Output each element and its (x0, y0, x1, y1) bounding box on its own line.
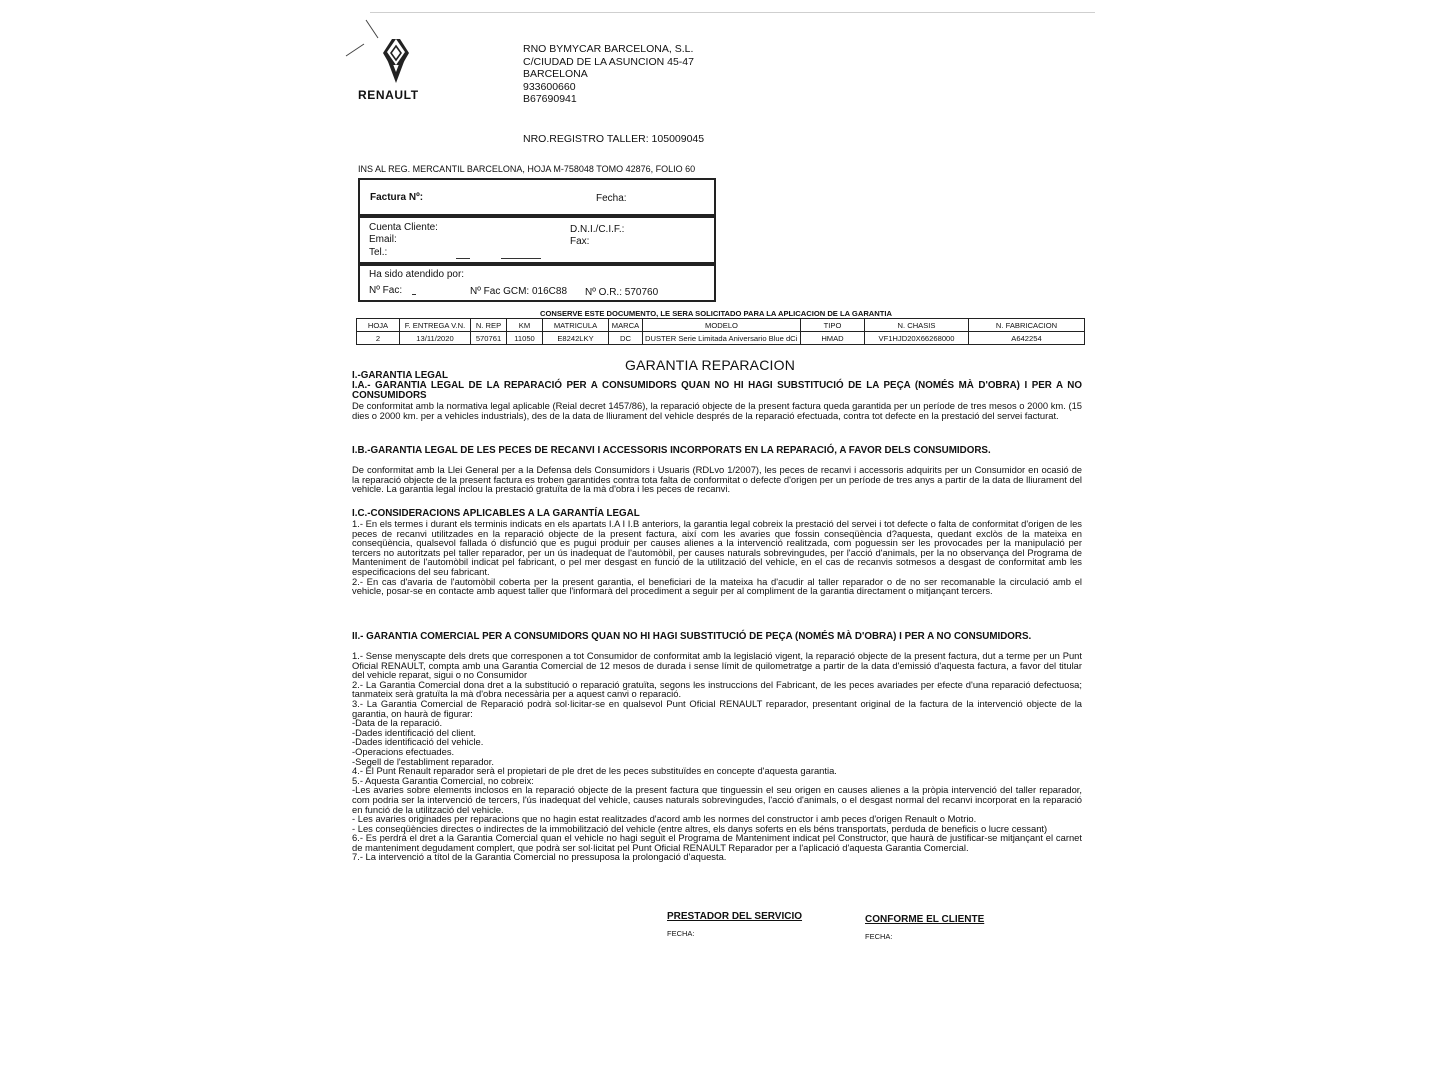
list-item: -Data de la reparació. (352, 717, 443, 729)
section-heading: I.B.-GARANTIA LEGAL DE LES PECES DE RECANVI I ACCESSORIS INCORPORATS EN LA REPARACIÓ, A FAVOR DELS CONSUMIDORS. (352, 445, 991, 456)
column-header: MARCA (609, 319, 643, 332)
paragraph: 6.- Es perdrà el dret a la Garantia Comercial quan el vehicle no hagi seguit el Programa de Manteniment indicat pel Constructor, que haurà de justificar-se mitjançant el carnet de manteniment degudament complert, que podrà ser sol·licitat pel Punt Oficial RENAULT Reparador per a l'aplicació d'aquesta Garantia Comercial. (352, 832, 1082, 853)
registro-taller: NRO.REGISTRO TALLER: 105009045 (523, 133, 705, 145)
column-header: TIPO (801, 319, 865, 332)
company-address (523, 43, 694, 106)
email-label: Email: (369, 234, 397, 245)
dni-cif-label: D.N.I./C.I.F.: (570, 224, 625, 235)
customer-box (358, 216, 716, 264)
list-item: -Segell de l'establiment reparador. (352, 755, 494, 767)
section-heading: I.A.- GARANTIA LEGAL DE LA REPARACIÓ PER A CONSUMIDORS QUAN NO HI HAGI SUBSTITUCIÓ DE LA PEÇA (NOMÉS MÀ D'OBRA) I PER A NO CONSUMIDORS (352, 380, 1082, 401)
table-cell: 11050 (507, 332, 543, 345)
list-item: - Les avaries originades per reparacions que no hagin estat realitzades d'acord amb les normes del constructor i amb peces d'origen Renault o Motrio. (352, 813, 977, 825)
column-header: MATRICULA (543, 319, 609, 332)
prestador-fecha-label: FECHA: (667, 929, 695, 938)
conserve-notice: CONSERVE ESTE DOCUMENTO, LE SERA SOLICITADO PARA LA APLICACION DE LA GARANTIA (540, 309, 892, 318)
nfac-label: Nº Fac: (369, 285, 403, 296)
table-row (357, 332, 1085, 345)
section-garantia-comercial (352, 632, 1082, 862)
blank-mark (412, 294, 416, 295)
company-line: C/CIUDAD DE LA ASUNCION 45-47 (523, 55, 694, 68)
registro-mercantil: INS AL REG. MERCANTIL BARCELONA, HOJA M-758048 TOMO 42876, FOLIO 60 (358, 164, 696, 174)
paragraph: 1.- En els termes i durant els terminis indicats en els apartats I.A I I.B anteriors, la garantia legal cobreix la prestació del servei i tot defecte o falta de conformitat d'origen de les peces de recanvi utilitzades en la reparació objecte de la present factura, així com les avaries que fossin conseqüència d?aquesta, quedant exclòs de la mateixa en conseqüència, qualsevol fallada ó disfunció que es pugui produir per causes alienes a la intervenció realitzada, com poguessin ser les provocades per la manipulació per tercers no autoritzats pel taller reparador, per un ús inadequat de l'automòbil, per causes naturals sobrevingudes, per l'acció d'animals, per la no observança del Programa de Manteniment de l'automòbil indicat pel fabricant, o pel mer desgast en funció de la utilització del vehicle, en el cas de recanvis sotmesos a desgast de conformitat amb les especificacions del seu fabricant. (352, 518, 1082, 577)
column-header: MODELO (643, 319, 801, 332)
column-header: F. ENTREGA V.N. (400, 319, 471, 332)
column-header: HOJA (357, 319, 400, 332)
column-header: KM (507, 319, 543, 332)
factura-label: Factura Nº: (370, 192, 424, 203)
renault-logo-icon (376, 38, 416, 84)
vehicle-table (356, 318, 1085, 345)
blank-mark (456, 258, 470, 259)
table-header-row (357, 319, 1085, 332)
list-item: -Les avaries sobre elements inclosos en la reparació objecte de la present factura que tinguessin el seu origen en causes alienes a la pròpia intervenció del taller reparador, com podria ser la intervenció de tercers, l'ús inadequat del vehicle, causes naturals sobrevingudes, l'acció d'animals, o el desgast normal del recanvi incorporat en la reparació en funció de la utilització del vehicle. (352, 784, 1082, 815)
company-line: BARCELONA (523, 68, 588, 81)
column-header: N. FABRICACION (969, 319, 1085, 332)
paragraph: 2.- La Garantia Comercial dona dret a la substitució o reparació gratuïta, segons les instruccions del Fabricant, de les peces avariades per efecte d'una reparació defectuosa; tanmateix serà gratuïta la mà d'obra necessària per a aquest canvi o reparació. (352, 678, 1082, 700)
prestador-signature-title: PRESTADOR DEL SERVICIO (667, 911, 803, 922)
paragraph: 4.- El Punt Renault reparador serà el propietari de ple dret de les peces substituïdes en concepte d'aquesta garantia. (352, 765, 837, 777)
section-heading: II.- GARANTIA COMERCIAL PER A CONSUMIDORS QUAN NO HI HAGI SUBSTITUCIÓ DE PEÇA (NOMÉS MÀ D'OBRA) I PER A NO CONSUMIDORS. (352, 631, 1032, 642)
garantia-title: GARANTIA REPARACION (625, 357, 796, 373)
paragraph: De conformitat amb la Llei General per a la Defensa dels Consumidors i Usuaris (RDLvo 1/2007), les peces de recanvi i accessoris adquirits per un Consumidor en ocasió de la reparació objecte de la present factura es troben garantides contra tota falta de conformitat o defecte d'origen per un període de tres anys a partir de la data de lliurament del vehicle. La garantia legal inclou la prestació gratuïta de la mà d'obra i les peces de recanvi. (352, 464, 1082, 495)
section-consideracions (352, 509, 1082, 596)
section-heading: I.-GARANTIA LEGAL (352, 370, 448, 381)
paragraph: 3.- La Garantia Comercial de Reparació podrà sol·licitar-se en qualsevol Punt Oficial RENAULT reparador, presentant original de la factura de la intervenció objecte de la garantia, on haurà de figurar: (352, 697, 1082, 719)
list-item: -Dades identificació del vehicle. (352, 736, 484, 748)
section-heading: I.C.-CONSIDERACIONS APLICABLES A LA GARANTÍA LEGAL (352, 508, 640, 519)
scan-top-edge (370, 12, 1095, 13)
paragraph: 5.- Aquesta Garantia Comercial, no cobreix: (352, 774, 534, 786)
company-line: 933600660 (523, 80, 576, 93)
table-cell: 2 (357, 332, 400, 345)
section-garantia-legal (352, 371, 1082, 420)
table-cell: A642254 (969, 332, 1085, 345)
atendido-label: Ha sido atendido por: (369, 269, 465, 280)
tel-label: Tel.: (369, 247, 388, 258)
table-cell: DC (609, 332, 643, 345)
table-cell: HMAD (801, 332, 865, 345)
table-cell: E8242LKY (543, 332, 609, 345)
column-header: N. REP (471, 319, 507, 332)
list-item: -Operacions efectuades. (352, 745, 455, 757)
table-cell: VF1HJD20X66268000 (865, 332, 969, 345)
cliente-fecha-label: FECHA: (865, 932, 893, 941)
company-line: B67690941 (523, 93, 577, 106)
table-cell: 570761 (471, 332, 507, 345)
table-cell: 13/11/2020 (400, 332, 471, 345)
blank-mark (501, 258, 541, 259)
invoice-number-box (358, 178, 716, 216)
scan-corner-mark (344, 18, 380, 58)
column-header: N. CHASIS (865, 319, 969, 332)
paragraph: De conformitat amb la normativa legal aplicable (Reial decret 1457/86), la reparació objecte de la present factura queda garantida per un període de tres mesos o 2000 km. (15 dies o 2000 km. per a vehicles industrials), des de la data de lliurament del vehicle després de la reparació efectuada, contra tot defecte en la prestació del servei facturat. (352, 400, 1082, 421)
brand-name: RENAULT (358, 88, 419, 102)
cuenta-cliente-label: Cuenta Cliente: (369, 222, 438, 233)
attended-box (358, 264, 716, 302)
list-item: - Les conseqüències directes o indirectes de la immobilització del vehicle (entre altres, els danys soferts en els béns transportats, perduda de beneficis o lucre cessant) (352, 822, 1048, 834)
table-cell: DUSTER Serie Limitada Aniversario Blue dCi (643, 332, 801, 345)
fax-label: Fax: (570, 236, 590, 247)
numero-or: Nº O.R.: 570760 (585, 287, 659, 298)
paragraph: 2.- En cas d'avaria de l'automòbil coberta per la present garantia, el beneficiari de la mateixa ha d'acudir al taller reparador o de no ser recomanable la circulació amb el vehicle, posar-se en contacte amb aquest taller que l'informarà del procediment a seguir per al compliment de la garantia directament o mitjançant tercers. (352, 575, 1082, 597)
list-item: -Dades identificació del client. (352, 726, 477, 738)
nfac-gcm: Nº Fac GCM: 016C88 (470, 286, 568, 297)
paragraph: 1.- Sense menyscapte dels drets que corresponen a tot Consumidor de conformitat amb la legislació vigent, la reparació objecte de la present factura, dut a terme per un Punt Oficial RENAULT, compta amb una Garantia Comercial de 12 mesos de durada i sense límit de quilometratge a partir de la data d'emissió d'aquesta factura, a favor del titular del vehicle reparat, sigui o no Consumidor (352, 650, 1082, 681)
company-line: RNO BYMYCAR BARCELONA, S.L. (523, 43, 694, 55)
section-garantia-peces (352, 446, 1082, 494)
fecha-label: Fecha: (596, 193, 627, 204)
cliente-signature-title: CONFORME EL CLIENTE (865, 914, 985, 925)
paragraph: 7.- La intervenció a títol de la Garantia Comercial no pressuposa la prolongació d'aquesta. (352, 851, 727, 863)
